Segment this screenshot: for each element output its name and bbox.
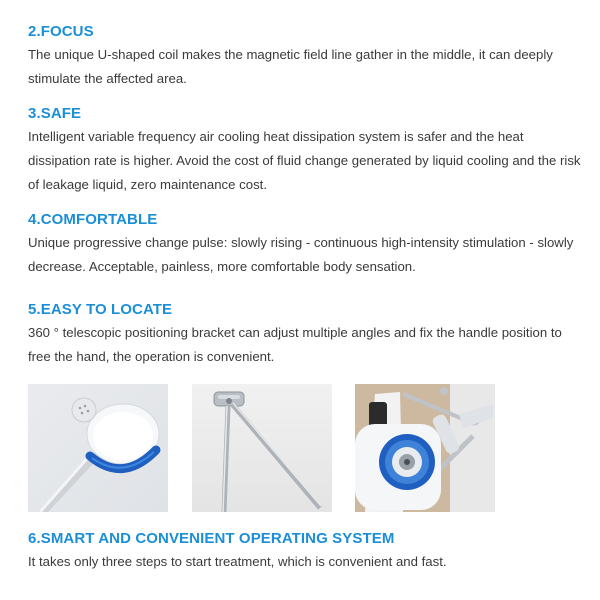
- device-illustration: [355, 384, 495, 512]
- section-focus: [28, 23, 588, 91]
- section-heading: 3.SAFE: [28, 105, 82, 122]
- section-text: Unique progressive change pulse: slowly rising - continuous high-intensity stimulation - slowly decrease. Acceptable, painless, more comfortable body sensation.: [28, 235, 574, 274]
- section-heading: 2.FOCUS: [28, 23, 94, 40]
- handle-coil-photo: [28, 384, 168, 512]
- section-safe: [28, 105, 588, 197]
- section-heading: 5.EASY TO LOCATE: [28, 301, 173, 318]
- handle-coil-illustration: [28, 384, 168, 512]
- section-easy-to-locate: [28, 301, 588, 369]
- device-on-bracket-photo: [355, 384, 495, 512]
- section-comfortable: [28, 211, 588, 279]
- section-heading: 6.SMART AND CONVENIENT OPERATING SYSTEM: [28, 530, 395, 547]
- section-text: 360 ° telescopic positioning bracket can adjust multiple angles and fix the handle position to free the hand, the operation is convenient.: [28, 325, 562, 364]
- section-operating-system: [28, 530, 588, 574]
- section-text: It takes only three steps to start treatment, which is convenient and fast.: [28, 554, 447, 569]
- section-heading: 4.COMFORTABLE: [28, 211, 158, 228]
- telescopic-bracket-photo: [192, 384, 332, 512]
- section-text: Intelligent variable frequency air cooling heat dissipation system is safer and the heat dissipation rate is higher. Avoid the cost of fluid change generated by liquid cooling and the risk of leakage liquid, zero maintenance cost.: [28, 129, 581, 192]
- bracket-illustration: [192, 384, 332, 512]
- section-text: The unique U-shaped coil makes the magnetic field line gather in the middle, it can deeply stimulate the affected area.: [28, 47, 553, 86]
